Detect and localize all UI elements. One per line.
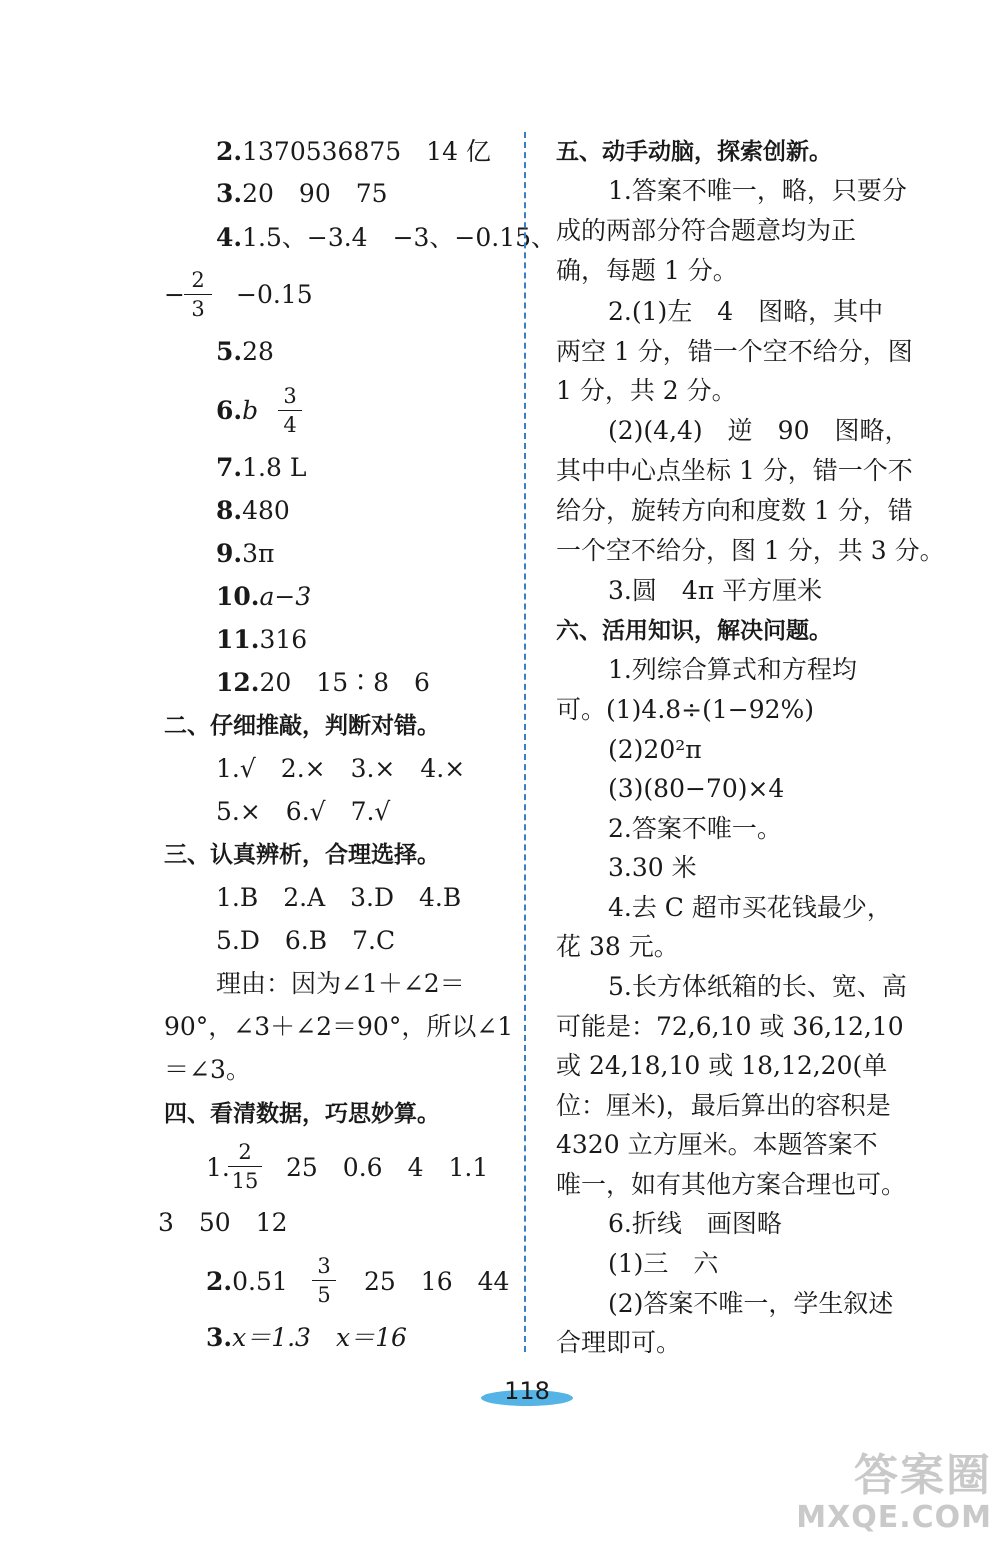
text-line: 3.30 米 (608, 853, 697, 882)
section-heading-3: 三、认真辨析，合理选择。 (164, 842, 440, 868)
reason-text: ＝∠3。 (164, 1055, 251, 1084)
text-line: 给分，旋转方向和度数 1 分，错 (556, 496, 913, 525)
item-number: 12. (216, 668, 260, 697)
text-line: 2.答案不唯一。 (608, 814, 782, 843)
item-number: 4. (216, 223, 243, 252)
answer-10 (216, 581, 311, 613)
reason-text: 90°，∠3＋∠2＝90°，所以∠1 (164, 1012, 514, 1041)
answer-text: 3π (242, 539, 275, 568)
answer-4-frac-sign: − (164, 280, 185, 309)
text-line: 6.折线 画图略 (608, 1209, 782, 1238)
answer-9 (216, 538, 274, 570)
answer-text: 1.8 L (242, 453, 307, 482)
text-line: 位：厘米)，最后算出的容积是 (556, 1091, 891, 1120)
text-line: 其中中心点坐标 1 分，错一个不 (556, 456, 913, 485)
answer-row: 5.× 6.√ 7.√ (216, 797, 391, 826)
item-number: 10. (216, 582, 260, 611)
section-heading-2: 二、仔细推敲，判断对错。 (164, 713, 440, 739)
item-number: 5. (216, 337, 243, 366)
item-number: 8. (216, 496, 243, 525)
answer-3 (216, 178, 388, 210)
answer-6 (216, 395, 258, 427)
watermark-url: MXQE.COM (796, 1500, 992, 1535)
section-heading-5: 五、动手动脑，探索创新。 (556, 139, 832, 165)
fraction-numerator: 3 (317, 1254, 331, 1278)
fraction-two-thirds (184, 268, 212, 321)
text-line: 确，每题 1 分。 (556, 256, 738, 285)
text-line: 可。(1)4.8÷(1−92%) (556, 695, 815, 724)
answer-text: 316 (259, 625, 308, 654)
text-line: (3)(80−70)×4 (608, 774, 785, 803)
item-number: 3. (206, 1323, 233, 1352)
answer-3-equation (206, 1322, 407, 1354)
answer-text: 1.5、−3.4 −3、−0.15、 (242, 223, 557, 252)
page-number (487, 1376, 567, 1410)
text-line: 1 分，共 2 分。 (556, 376, 737, 405)
answer-2-calc (206, 1266, 288, 1298)
watermark-logo (796, 1451, 992, 1535)
item-number: 1. (206, 1153, 230, 1182)
item-number: 3. (216, 179, 243, 208)
watermark-title: 答案圈 (854, 1450, 992, 1501)
fraction-numerator: 2 (191, 268, 205, 292)
answer-text: 25 16 44 (364, 1267, 510, 1296)
text-line: 3.圆 4π 平方厘米 (608, 576, 823, 605)
section-heading-4: 四、看清数据，巧思妙算。 (164, 1101, 440, 1127)
fraction-denominator: 4 (283, 413, 297, 437)
answer-row: 1.√ 2.× 3.× 4.× (216, 754, 466, 783)
fraction-denominator: 15 (231, 1169, 259, 1193)
text-line: 5.长方体纸箱的长、宽、高 (608, 972, 907, 1001)
fraction-numerator: 3 (283, 384, 297, 408)
answer-text: b (242, 396, 259, 425)
answer-text: 20 90 75 (242, 179, 388, 208)
answer-text: x＝1.3 x＝16 (232, 1323, 407, 1352)
text-line: 花 38 元。 (556, 932, 679, 961)
section-heading-6: 六、活用知识，解决问题。 (556, 618, 832, 644)
answer-12 (216, 667, 430, 699)
answer-text: 0.51 (232, 1267, 288, 1296)
text-line: 一个空不给分，图 1 分，共 3 分。 (556, 536, 945, 565)
text-line: (2)20²π (608, 735, 702, 764)
answer-8 (216, 495, 290, 527)
text-line: 或 24,18,10 或 18,12,20(单 (556, 1051, 888, 1080)
item-number: 2. (206, 1267, 233, 1296)
answer-5 (216, 336, 274, 368)
fraction-denominator: 5 (317, 1283, 331, 1307)
answer-7 (216, 452, 306, 484)
answer-text: 25 0.6 4 1.1 (286, 1153, 489, 1182)
text-line: 两空 1 分，错一个空不给分，图 (556, 337, 913, 366)
text-line: 1.列综合算式和方程均 (608, 655, 857, 684)
item-number: 7. (216, 453, 243, 482)
item-number: 2. (216, 137, 243, 166)
text-line: 2.(1)左 4 图略，其中 (608, 297, 884, 326)
text-line: 4.去 C 超市买花钱最少， (608, 893, 892, 922)
page-number-text: 118 (504, 1377, 550, 1405)
text-line: 合理即可。 (556, 1328, 682, 1357)
fraction-three-quarters (278, 384, 302, 437)
answer-11 (216, 624, 307, 656)
answer-text: 1370536875 14 亿 (242, 137, 491, 166)
text-line: (2)答案不唯一，学生叙述 (608, 1289, 894, 1318)
text-line: 唯一，如有其他方案合理也可。 (556, 1170, 907, 1199)
answer-row: 1.B 2.A 3.D 4.B (216, 883, 462, 912)
answer-4 (216, 222, 556, 254)
answer-text: 3 50 12 (158, 1208, 288, 1237)
answer-4-continued: −0.15 (236, 280, 313, 309)
text-line: (1)三 六 (608, 1249, 719, 1278)
item-number: 11. (216, 625, 260, 654)
reason-text: 理由：因为∠1＋∠2＝ (216, 969, 465, 998)
text-line: 成的两部分符合题意均为正 (556, 216, 857, 245)
column-divider (524, 132, 526, 1352)
fraction-two-fifteenths (228, 1140, 262, 1193)
answer-text: 20 15∶8 6 (259, 668, 430, 697)
text-line: 1.答案不唯一，略，只要分 (608, 176, 907, 205)
fraction-numerator: 2 (238, 1140, 252, 1164)
text-line: 可能是：72,6,10 或 36,12,10 (556, 1012, 904, 1041)
item-number: 9. (216, 539, 243, 568)
answer-row: 5.D 6.B 7.C (216, 926, 396, 955)
answer-text: 28 (242, 337, 274, 366)
fraction-three-fifths (312, 1254, 336, 1307)
answer-text: a−3 (259, 582, 312, 611)
item-number: 6. (216, 396, 243, 425)
text-line: (2)(4,4) 逆 90 图略， (608, 416, 910, 445)
answer-2 (216, 136, 491, 168)
answer-text: 480 (242, 496, 290, 525)
text-line: 4320 立方厘米。本题答案不 (556, 1130, 878, 1159)
fraction-denominator: 3 (191, 297, 205, 321)
